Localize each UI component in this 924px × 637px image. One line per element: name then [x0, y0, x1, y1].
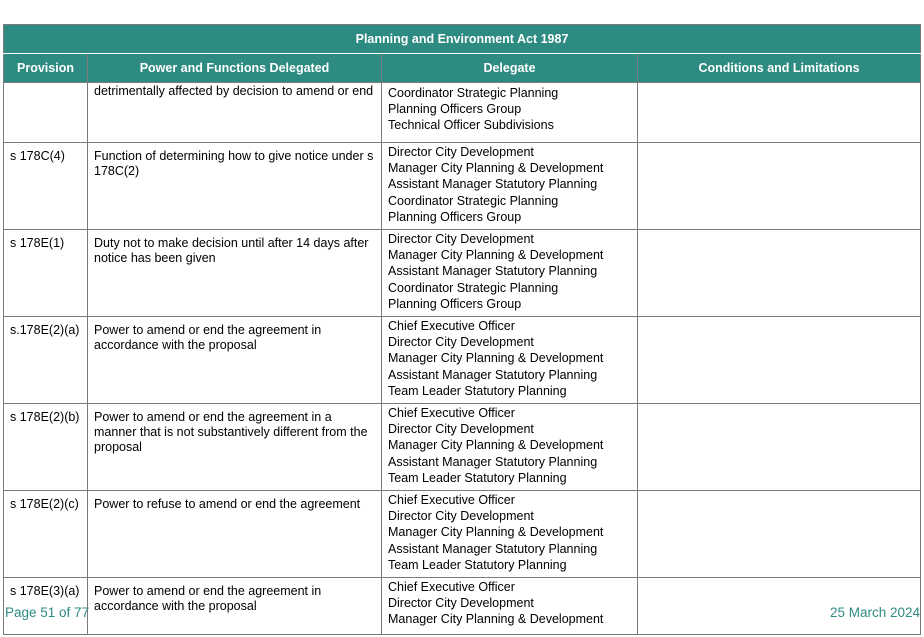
provision-cell: [4, 83, 88, 143]
delegate-item: Assistant Manager Statutory Planning: [388, 264, 598, 279]
conditions-cell: [638, 230, 921, 317]
provision-cell: [4, 317, 88, 404]
provision-cell: [4, 491, 88, 578]
delegate-item: Coordinator Strategic Planning: [388, 86, 559, 100]
conditions-cell: [638, 83, 921, 143]
delegate-item: Coordinator Strategic Planning: [388, 280, 559, 295]
delegate-cell: [382, 404, 638, 491]
delegate-item: Director City Development: [388, 596, 534, 611]
power-cell: [88, 230, 382, 317]
delegate-item: Coordinator Strategic Planning: [388, 193, 559, 208]
provision-text: s 178E(1): [10, 236, 65, 250]
delegate-cell: [382, 230, 638, 317]
power-cell: [88, 317, 382, 404]
table-row: [4, 491, 921, 578]
conditions-cell: [638, 404, 921, 491]
delegate-item: Chief Executive Officer: [388, 493, 515, 507]
table-row: [4, 83, 921, 143]
delegate-cell: [382, 578, 638, 635]
header-conditions: Conditions and Limitations: [638, 54, 921, 83]
delegate-item: Planning Officers Group: [388, 209, 522, 224]
delegate-item: Chief Executive Officer: [388, 319, 515, 333]
power-cell: [88, 83, 382, 143]
delegate-item: Technical Officer Subdivisions: [388, 118, 554, 133]
delegate-cell: [382, 317, 638, 404]
provision-text: s 178E(2)(c): [10, 497, 79, 511]
power-text: detrimentally affected by decision to amend or end: [94, 84, 374, 98]
provision-text: [10, 84, 83, 141]
delegate-item: Planning Officers Group: [388, 296, 522, 311]
delegate-cell: [382, 83, 638, 143]
provision-text: s 178C(4): [10, 149, 65, 163]
delegate-item: Director City Development: [388, 422, 534, 437]
table-row: [4, 578, 921, 635]
table-row: [4, 230, 921, 317]
delegate-item: Chief Executive Officer: [388, 580, 515, 594]
table-row: [4, 404, 921, 491]
delegate-item: Manager City Planning & Development: [388, 351, 604, 366]
delegate-item: Manager City Planning & Development: [388, 612, 604, 627]
table-row: [4, 143, 921, 230]
power-cell: [88, 578, 382, 635]
delegate-item: Assistant Manager Statutory Planning: [388, 454, 598, 469]
conditions-cell: [638, 317, 921, 404]
power-text: Function of determining how to give notice under s 178C(2): [94, 149, 374, 178]
delegate-item: Manager City Planning & Development: [388, 248, 604, 263]
delegate-item: Planning Officers Group: [388, 102, 522, 117]
power-text: Power to refuse to amend or end the agreement: [94, 497, 361, 511]
delegate-item: Team Leader Statutory Planning: [388, 557, 567, 572]
delegate-item: Assistant Manager Statutory Planning: [388, 177, 598, 192]
power-text: Power to amend or end the agreement in accordance with the proposal: [94, 584, 322, 613]
header-provision: Provision: [4, 54, 88, 83]
table-title: Planning and Environment Act 1987: [4, 25, 921, 54]
delegate-item: Director City Development: [388, 232, 534, 246]
header-power: Power and Functions Delegated: [88, 54, 382, 83]
delegate-cell: [382, 491, 638, 578]
provision-text: s 178E(2)(b): [10, 410, 80, 424]
delegate-item: Manager City Planning & Development: [388, 161, 604, 176]
power-text: Power to amend or end the agreement in a manner that is not substantively different from the proposal: [94, 410, 368, 454]
conditions-cell: [638, 143, 921, 230]
delegate-item: Assistant Manager Statutory Planning: [388, 367, 598, 382]
page-number: Page 51 of 77: [5, 605, 90, 620]
power-cell: [88, 491, 382, 578]
delegate-item: Manager City Planning & Development: [388, 525, 604, 540]
power-cell: [88, 404, 382, 491]
power-text: Power to amend or end the agreement in accordance with the proposal: [94, 323, 322, 352]
provision-cell: [4, 230, 88, 317]
delegate-item: Director City Development: [388, 145, 534, 159]
delegate-item: Director City Development: [388, 509, 534, 524]
delegate-item: Assistant Manager Statutory Planning: [388, 541, 598, 556]
delegation-table: [3, 24, 921, 635]
table-row: [4, 317, 921, 404]
header-delegate: Delegate: [382, 54, 638, 83]
provision-text: s.178E(2)(a): [10, 323, 80, 337]
conditions-cell: [638, 491, 921, 578]
provision-cell: [4, 404, 88, 491]
document-date: 25 March 2024: [829, 605, 920, 620]
power-text: Duty not to make decision until after 14 days after notice has been given: [94, 236, 369, 265]
delegate-item: Chief Executive Officer: [388, 406, 515, 420]
provision-cell: [4, 143, 88, 230]
delegate-cell: [382, 143, 638, 230]
provision-text: s 178E(3)(a): [10, 584, 80, 598]
power-cell: [88, 143, 382, 230]
delegate-item: Director City Development: [388, 335, 534, 350]
delegate-item: Team Leader Statutory Planning: [388, 383, 567, 398]
delegate-item: Manager City Planning & Development: [388, 438, 604, 453]
delegate-item: Team Leader Statutory Planning: [388, 470, 567, 485]
